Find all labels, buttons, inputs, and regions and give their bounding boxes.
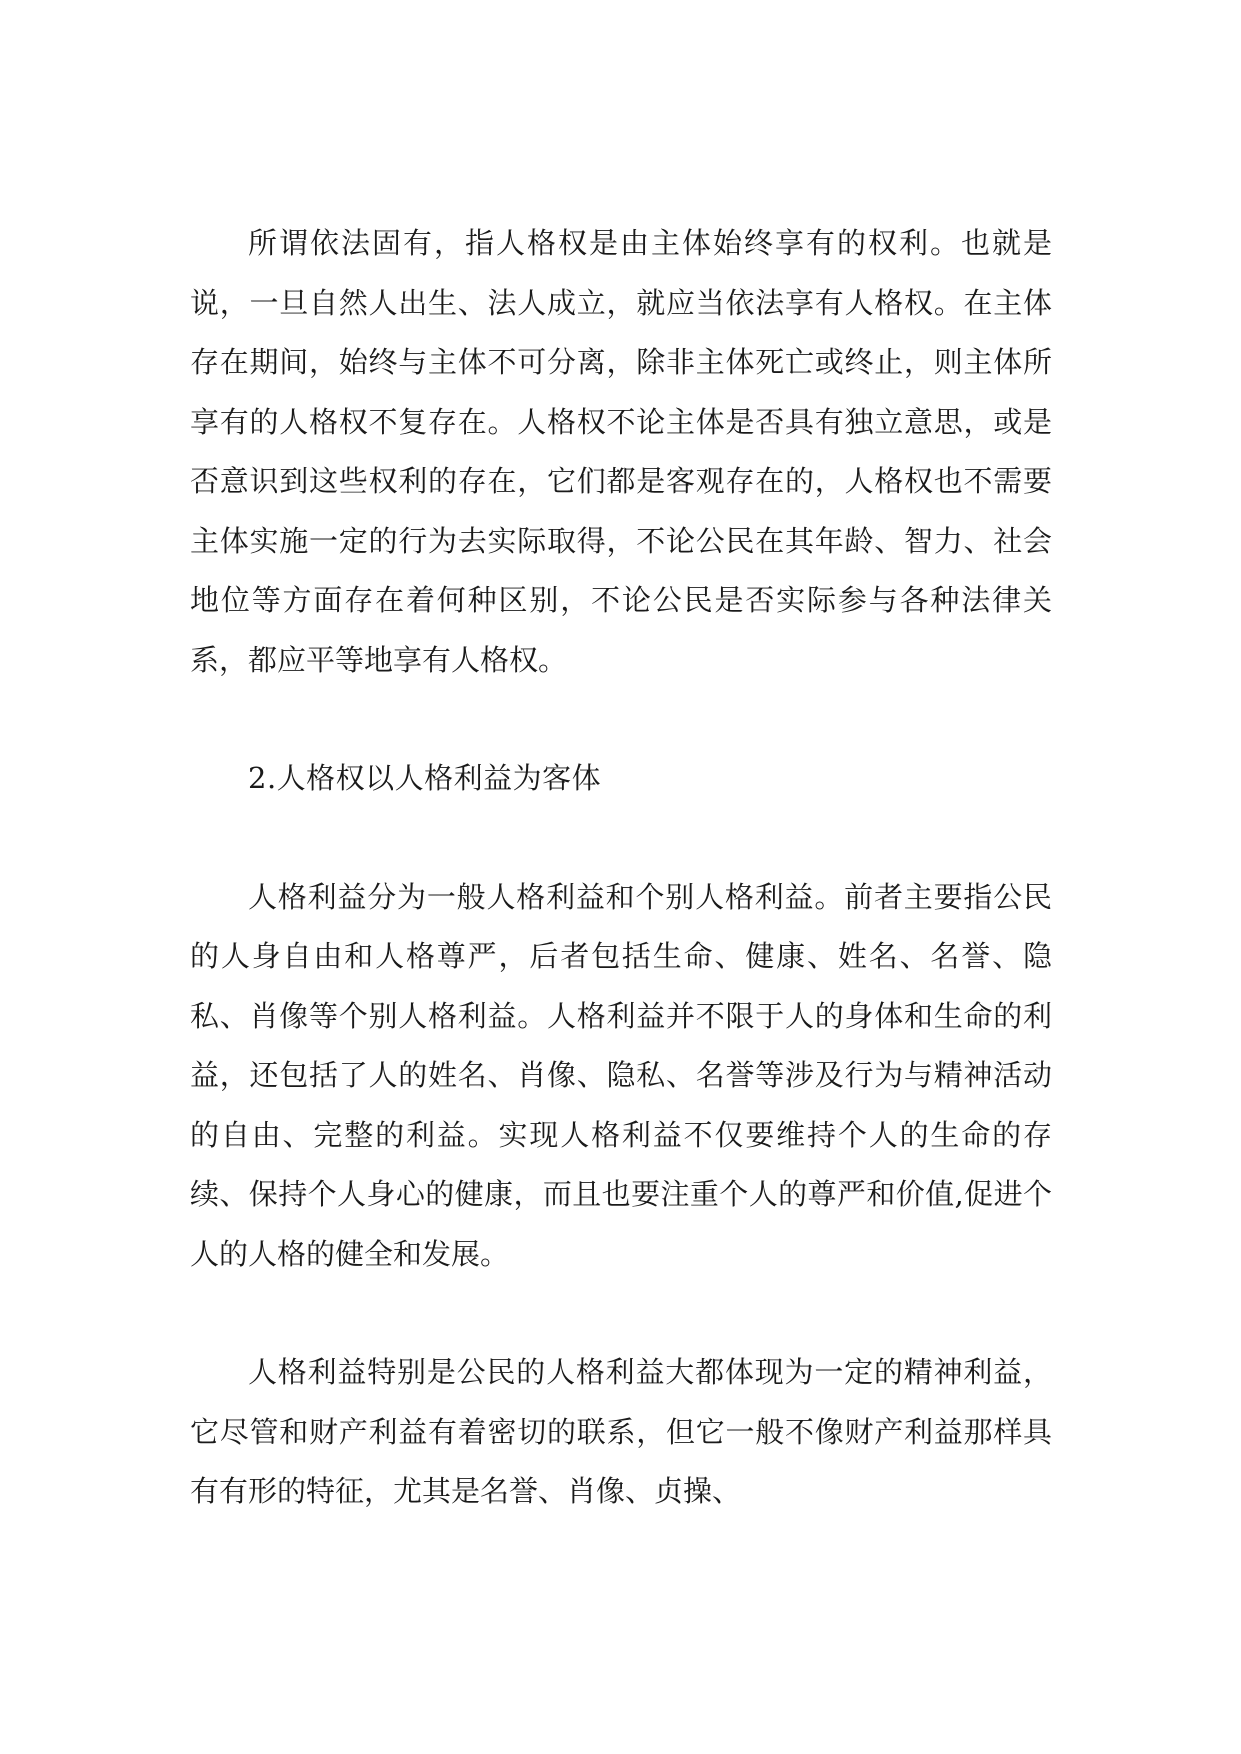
paragraph-spacer (190, 1284, 1052, 1343)
paragraph-spacer (190, 809, 1052, 868)
paragraph-spiritual-interests: 人格利益特别是公民的人格利益大都体现为一定的精神利益，它尽管和财产利益有着密切的联系，但它一般不像财产利益那样具有有形的特征，尤其是名誉、肖像、贞操、 (190, 1355, 1052, 1508)
section-heading-personality-interests: 2.人格权以人格利益为客体 (248, 761, 602, 795)
document-body (190, 214, 1052, 1522)
paragraph-inherent-rights: 所谓依法固有，指人格权是由主体始终享有的权利。也就是说，一旦自然人出生、法人成立，就应当依法享有人格权。在主体存在期间，始终与主体不可分离，除非主体死亡或终止，则主体所享有的人格权不复存在。人格权不论主体是否具有独立意思，或是否意识到这些权利的存在，它们都是客观存在的，人格权也不需要主体实施一定的行为去实际取得，不论公民在其年龄、智力、社会地位等方面存在着何种区别，不论公民是否实际参与各种法律关系，都应平等地享有人格权。 (190, 226, 1052, 677)
paragraph-personality-interests: 人格利益分为一般人格利益和个别人格利益。前者主要指公民的人身自由和人格尊严，后者包括生命、健康、姓名、名誉、隐私、肖像等个别人格利益。人格利益并不限于人的身体和生命的利益，还包括了人的姓名、肖像、隐私、名誉等涉及行为与精神活动的自由、完整的利益。实现人格利益不仅要维持个人的生命的存续、保持个人身心的健康，而且也要注重个人的尊严和价值,促进个人的人格的健全和发展。 (190, 879, 1052, 1271)
paragraph-spacer (190, 690, 1052, 749)
